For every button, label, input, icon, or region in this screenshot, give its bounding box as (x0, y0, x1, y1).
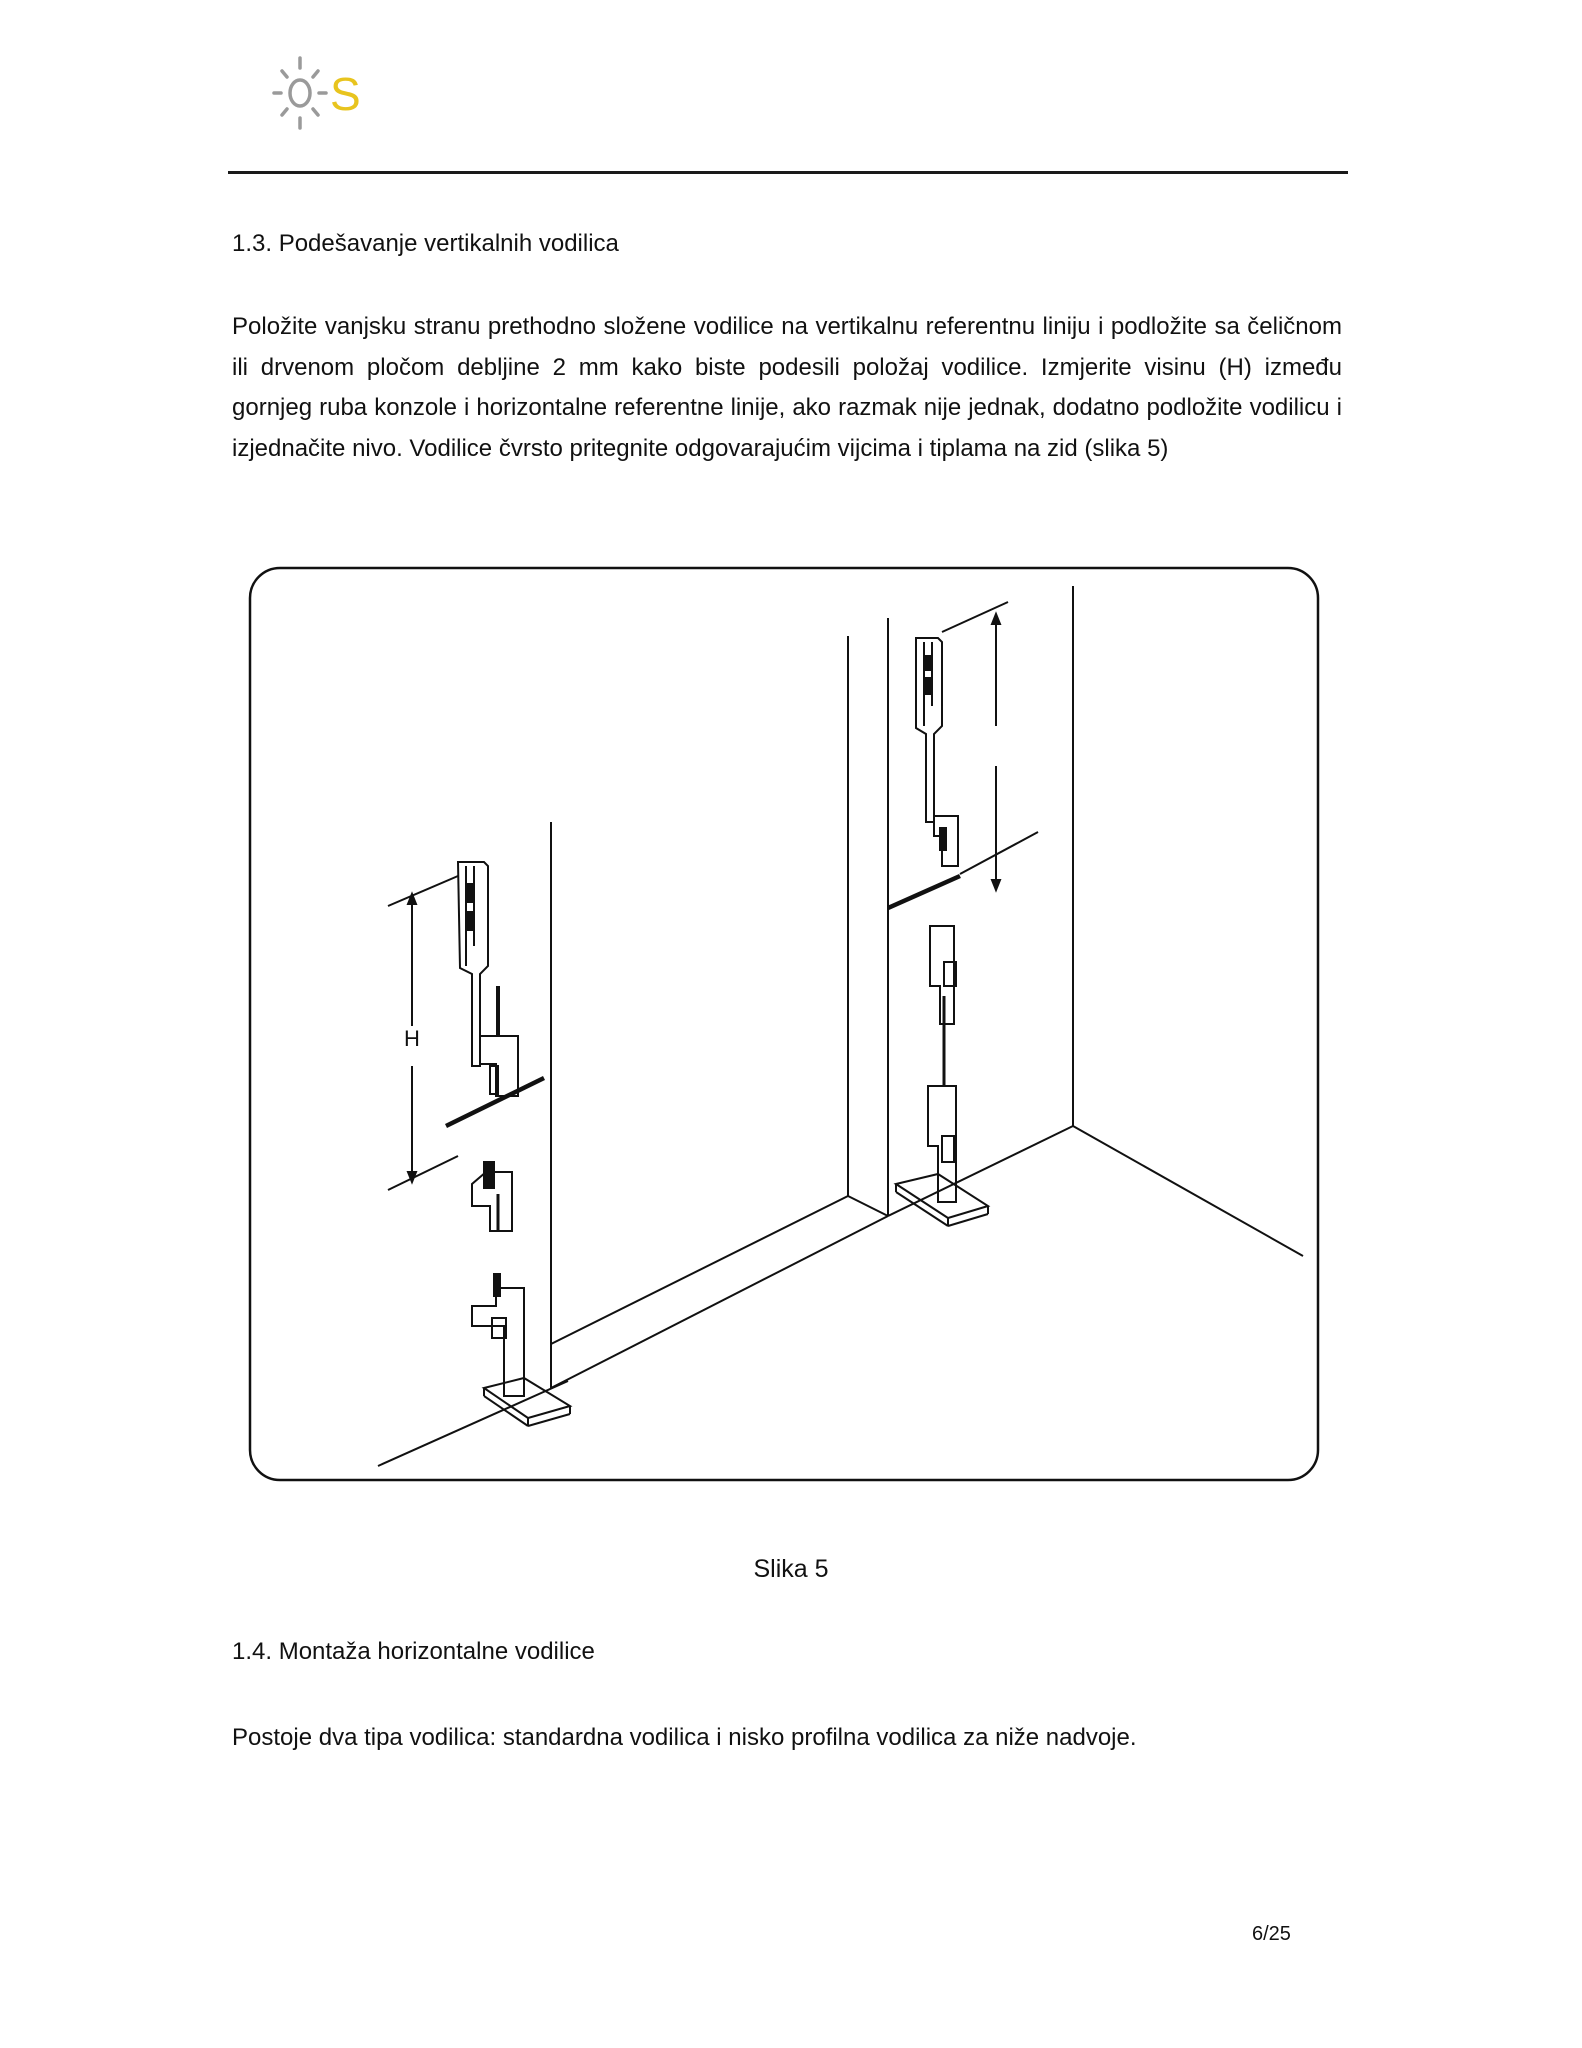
header-rule (228, 171, 1348, 174)
installation-figure (248, 566, 1322, 1484)
dimension-h (388, 876, 458, 1190)
figure-caption: Slika 5 (753, 1555, 829, 1583)
right-guide-assembly (888, 602, 1038, 1226)
section-heading-1-3: 1.3. Podešavanje vertikalnih vodilica (232, 230, 619, 257)
sun-icon (274, 58, 326, 128)
room-lines (378, 586, 1303, 1466)
section-paragraph-1-3: Položite vanjsku stranu prethodno složene vodilice na vertikalnu referentnu liniju i podložite sa čeličnom ili drvenom pločom debljine 2 mm kako biste podesili položaj vodilice. Izmjerite visinu (H) između gornjeg ruba konzole i horizontalne referentne linije, ako razmak nije jednak, dodatno podložite vodilicu i izjednačite nivo. Vodilice čvrsto pritegnite odgovarajućim vijcima i tiplama na zid (slika 5) (232, 313, 1342, 462)
company-logo (272, 52, 382, 142)
logo-letter: S (330, 68, 361, 120)
page-number: 6/25 (1252, 1923, 1291, 1945)
dimension-h-label: H (404, 1026, 420, 1051)
figure-frame (250, 568, 1318, 1480)
section-heading-1-4: 1.4. Montaža horizontalne vodilice (232, 1638, 595, 1665)
section-paragraph-1-4: Postoje dva tipa vodilica: standardna vodilica i nisko profilna vodilica za niže nadvoje. (232, 1724, 1137, 1751)
